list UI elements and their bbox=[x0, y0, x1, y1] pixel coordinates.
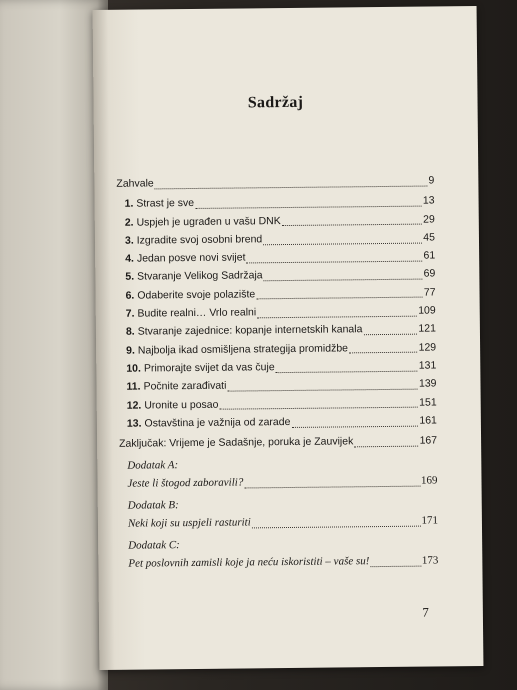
leader-dots bbox=[252, 516, 421, 529]
leader-dots bbox=[246, 250, 422, 263]
appendix-row bbox=[128, 512, 438, 533]
appendix-label: Dodatak A: bbox=[127, 459, 179, 473]
appendix-title: Neki koji su uspjeli rasturiti bbox=[127, 516, 251, 531]
chapter-page: 13 bbox=[422, 194, 435, 207]
chapter-number: 9. bbox=[126, 344, 135, 357]
chapter-number: 6. bbox=[125, 289, 135, 302]
leader-dots bbox=[264, 269, 423, 282]
leader-dots bbox=[195, 196, 422, 209]
chapter-page: 45 bbox=[423, 231, 436, 244]
chapter-page: 29 bbox=[423, 213, 435, 226]
appendix-item bbox=[128, 494, 438, 533]
chapter-page: 77 bbox=[423, 286, 436, 299]
leader-dots bbox=[256, 287, 423, 300]
chapter-page: 69 bbox=[423, 267, 436, 281]
appendix-page: 169 bbox=[420, 474, 438, 488]
chapter-title: Počnite zarađivati bbox=[143, 379, 227, 393]
chapter-page: 131 bbox=[418, 359, 437, 372]
chapter-number: 5. bbox=[125, 271, 135, 284]
appendix-list bbox=[119, 454, 438, 573]
chapter-page: 109 bbox=[418, 304, 436, 317]
leader-dots bbox=[349, 342, 418, 354]
chapter-number: 8. bbox=[125, 325, 135, 339]
book-page bbox=[93, 6, 484, 670]
chapter-number: 4. bbox=[125, 252, 134, 265]
chapter-page: 121 bbox=[418, 322, 436, 336]
leader-dots bbox=[257, 305, 417, 318]
chapter-title: Odaberite svoje polazište bbox=[137, 288, 256, 302]
chapter-title: Primorajte svijet da vas čuje bbox=[143, 361, 275, 375]
chapter-title: Izgradite svoj osobni brend bbox=[136, 233, 263, 247]
leader-dots bbox=[370, 556, 421, 568]
toc-chapter-row bbox=[119, 411, 437, 433]
left-page bbox=[0, 0, 108, 690]
chapter-title: Najbolja ikad osmišljena strategija promidžbe bbox=[137, 342, 349, 357]
toc-intro-row bbox=[116, 171, 434, 193]
chapter-title: Uspjeh je ugrađen u vašu DNK bbox=[136, 214, 281, 229]
chapter-number: 13. bbox=[126, 417, 142, 430]
chapter-title: Strast je sve bbox=[136, 197, 195, 210]
chapter-number: 7. bbox=[125, 307, 135, 320]
leader-dots bbox=[276, 360, 418, 372]
leader-dots bbox=[263, 232, 422, 245]
chapter-title: Stvaranje zajednice: kopanje internetskih kanala bbox=[137, 323, 363, 338]
chapter-page: 151 bbox=[419, 396, 437, 409]
page-content bbox=[115, 6, 442, 669]
chapter-title: Uronite u posao bbox=[144, 398, 219, 412]
chapter-page: 161 bbox=[419, 414, 437, 427]
leader-dots bbox=[291, 415, 418, 427]
conclusion-page: 167 bbox=[419, 434, 438, 447]
appendix-item bbox=[127, 454, 437, 493]
chapter-number: 11. bbox=[126, 380, 141, 393]
chapter-number: 12. bbox=[126, 399, 142, 412]
chapter-page: 61 bbox=[423, 249, 436, 262]
leader-dots bbox=[244, 476, 420, 489]
chapter-list bbox=[116, 192, 436, 433]
chapter-number: 3. bbox=[124, 234, 134, 247]
appendix-page: 173 bbox=[421, 554, 439, 568]
appendix-title: Pet poslovnih zamisli koje ja neću iskoristiti – vaše su! bbox=[128, 555, 370, 571]
appendix-row bbox=[127, 472, 437, 493]
appendix-label: Dodatak B: bbox=[127, 499, 179, 513]
toc-intro-page: 9 bbox=[428, 174, 435, 187]
leader-dots bbox=[354, 435, 418, 447]
chapter-number: 10. bbox=[126, 362, 141, 375]
chapter-number: 1. bbox=[124, 197, 134, 211]
chapter-title: Ostavština je važnija od zarade bbox=[144, 415, 291, 430]
appendix-title: Jeste li štogod zaboravili? bbox=[127, 476, 244, 491]
chapter-title: Budite realni… Vrlo realni bbox=[137, 306, 257, 320]
leader-dots bbox=[155, 175, 428, 189]
toc-intro-label: Zahvale bbox=[116, 177, 154, 190]
conclusion-label: Zaključak: Vrijeme je Sadašnje, poruka je Zauvijek bbox=[119, 435, 354, 450]
chapter-page: 139 bbox=[418, 377, 437, 390]
page-title: Sadržaj bbox=[247, 93, 304, 112]
chapter-title: Stvaranje Velikog Sadržaja bbox=[137, 269, 263, 284]
chapter-number: 2. bbox=[124, 216, 134, 229]
leader-dots bbox=[282, 214, 422, 226]
table-of-contents bbox=[116, 171, 438, 573]
chapter-page: 129 bbox=[418, 341, 437, 354]
toc-conclusion-row bbox=[119, 432, 437, 454]
appendix-page: 171 bbox=[421, 514, 438, 528]
appendix-item bbox=[128, 534, 438, 573]
appendix-row bbox=[128, 552, 438, 573]
leader-dots bbox=[227, 379, 418, 392]
page-number: 7 bbox=[422, 604, 429, 620]
chapter-title: Jedan posve novi svijet bbox=[136, 251, 246, 265]
leader-dots bbox=[363, 324, 417, 336]
leader-dots bbox=[219, 397, 418, 410]
appendix-label: Dodatak C: bbox=[128, 539, 180, 553]
